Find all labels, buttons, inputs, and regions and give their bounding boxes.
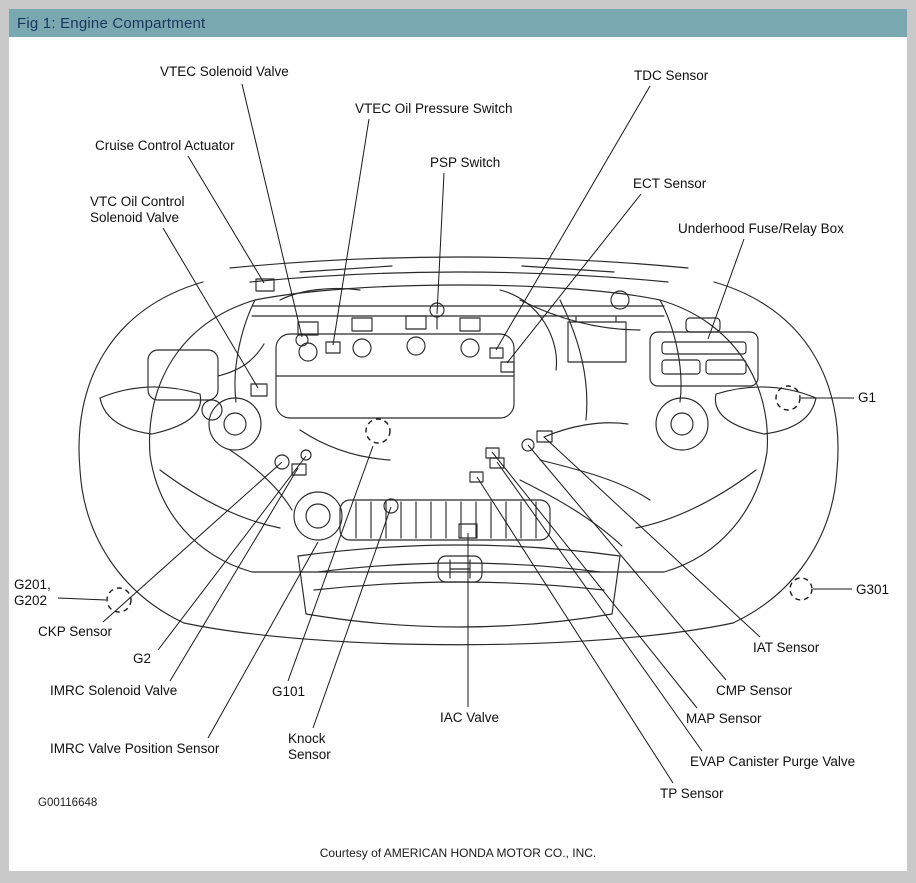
component-label-imrc-valve-position-sensor: IMRC Valve Position Sensor	[50, 741, 220, 756]
leader-line-underhood-fuse-relay-box	[708, 239, 744, 339]
component-label-vtc-oil-control-solenoid-valve: VTC Oil Control Solenoid Valve	[90, 194, 185, 226]
component-label-knock-sensor: Knock Sensor	[288, 731, 331, 763]
component-label-cmp-sensor: CMP Sensor	[716, 683, 793, 698]
component-label-vtec-oil-pressure-switch: VTEC Oil Pressure Switch	[355, 101, 513, 116]
component-label-psp-switch: PSP Switch	[430, 155, 501, 170]
component-label-imrc-solenoid-valve: IMRC Solenoid Valve	[50, 683, 178, 698]
component-label-evap-canister-purge-valve: EVAP Canister Purge Valve	[690, 754, 856, 769]
leader-line-iat-sensor	[544, 437, 760, 637]
component-label-g101: G101	[272, 684, 306, 699]
component-label-ect-sensor: ECT Sensor	[633, 176, 707, 191]
figure-title: Fig 1: Engine Compartment	[17, 14, 206, 32]
leader-line-vtec-oil-pressure-switch	[333, 119, 369, 345]
leader-line-ckp-sensor	[103, 462, 282, 622]
component-label-map-sensor: MAP Sensor	[686, 711, 762, 726]
leader-line-tp-sensor	[477, 477, 673, 783]
component-label-g201-g202: G201, G202	[14, 577, 51, 609]
courtesy-line: Courtesy of AMERICAN HONDA MOTOR CO., INC.	[319, 846, 597, 860]
leader-line-imrc-solenoid-valve	[170, 468, 298, 681]
component-label-iac-valve: IAC Valve	[440, 710, 500, 725]
component-label-tdc-sensor: TDC Sensor	[634, 68, 709, 83]
leader-line-map-sensor	[492, 452, 697, 708]
component-label-underhood-fuse-relay-box: Underhood Fuse/Relay Box	[678, 221, 844, 236]
leader-line-g101	[288, 446, 373, 681]
component-label-g1: G1	[858, 390, 877, 405]
leader-line-evap-canister-purge-valve	[497, 462, 702, 751]
leader-line-psp-switch	[437, 173, 444, 314]
component-label-cruise-control-actuator: Cruise Control Actuator	[95, 138, 235, 153]
leader-line-vtec-solenoid-valve	[242, 84, 302, 337]
component-label-g301: G301	[856, 582, 890, 597]
ground-point-g301-point	[790, 578, 812, 600]
leader-line-tdc-sensor	[496, 86, 650, 350]
leader-line-g201-g202	[58, 598, 106, 600]
figure-code: G00116648	[38, 797, 98, 809]
engine-line-art	[79, 257, 838, 645]
leader-line-vtc-oil-control-solenoid-valve	[163, 228, 258, 388]
component-label-g2: G2	[133, 651, 152, 666]
component-label-vtec-solenoid-valve: VTEC Solenoid Valve	[160, 64, 289, 79]
component-label-ckp-sensor: CKP Sensor	[38, 624, 113, 639]
leader-line-imrc-valve-position-sensor	[208, 542, 318, 738]
leader-line-cruise-control-actuator	[188, 156, 264, 283]
component-label-tp-sensor: TP Sensor	[660, 786, 724, 801]
leader-lines-layer	[58, 84, 854, 783]
component-label-iat-sensor: IAT Sensor	[753, 640, 820, 655]
ground-point-g101-point	[366, 419, 390, 443]
